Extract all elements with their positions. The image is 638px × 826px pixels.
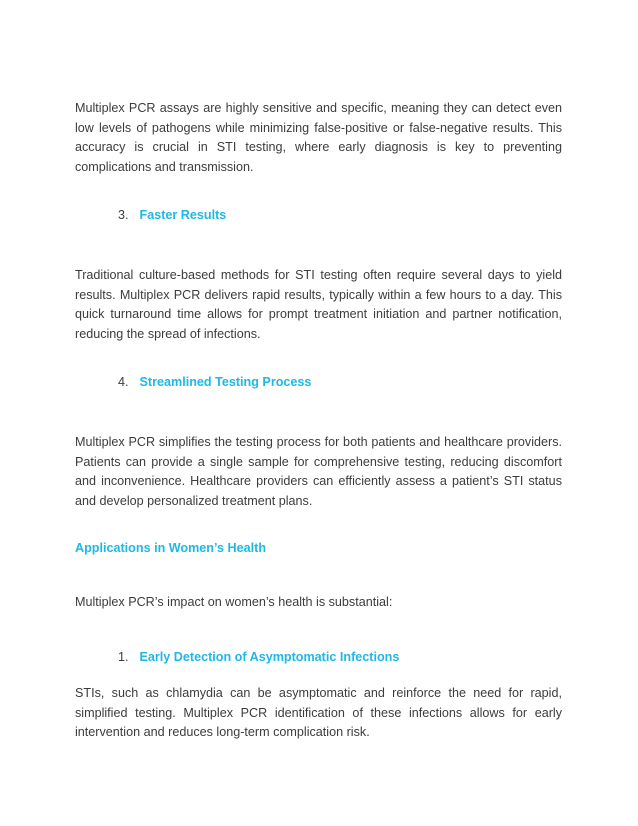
section-heading-womens-health: Applications in Women’s Health xyxy=(75,541,267,555)
paragraph-streamlined-testing xyxy=(75,433,562,511)
paragraph-faster-results xyxy=(75,266,562,344)
list-item-early-detection xyxy=(118,648,399,667)
list-heading: Faster Results xyxy=(139,208,227,222)
paragraph-early-detection xyxy=(75,684,562,743)
list-number: 1. xyxy=(118,650,129,664)
paragraph-text: Traditional culture-based methods for STI testing often require several days to yield results. Multiplex PCR delivers rapid results, typically within a few hours to a day. This quick turnaround time allows for prompt treatment initiation and partner notification, reducing the spread of infections. xyxy=(75,268,562,341)
paragraph-text: Multiplex PCR simplifies the testing process for both patients and healthcare providers. Patients can provide a single sample for comprehensive testing, reducing discomfort and inconvenience. Healthcare providers can efficiently assess a patient’s STI status and develop personalized treatment plans. xyxy=(75,435,562,508)
paragraph-sensitivity xyxy=(75,99,562,177)
list-item-faster-results xyxy=(118,206,226,225)
paragraph-text: Multiplex PCR’s impact on women’s health is substantial: xyxy=(75,595,393,609)
paragraph-text: STIs, such as chlamydia can be asymptomatic and reinforce the need for rapid, simplified testing. Multiplex PCR identification of these infections allows for early intervention and reduces long-term complication risk. xyxy=(75,686,562,740)
list-heading: Streamlined Testing Process xyxy=(139,375,312,389)
list-item-streamlined-testing xyxy=(118,373,311,392)
list-number: 4. xyxy=(118,375,129,389)
paragraph-text: Multiplex PCR assays are highly sensitive and specific, meaning they can detect even low levels of pathogens while minimizing false-positive or false-negative results. This accuracy is crucial in STI testing, where early diagnosis is key to preventing complications and transmission. xyxy=(75,101,562,174)
list-heading: Early Detection of Asymptomatic Infections xyxy=(139,650,400,664)
list-number: 3. xyxy=(118,208,129,222)
paragraph-womens-health-intro xyxy=(75,593,562,613)
